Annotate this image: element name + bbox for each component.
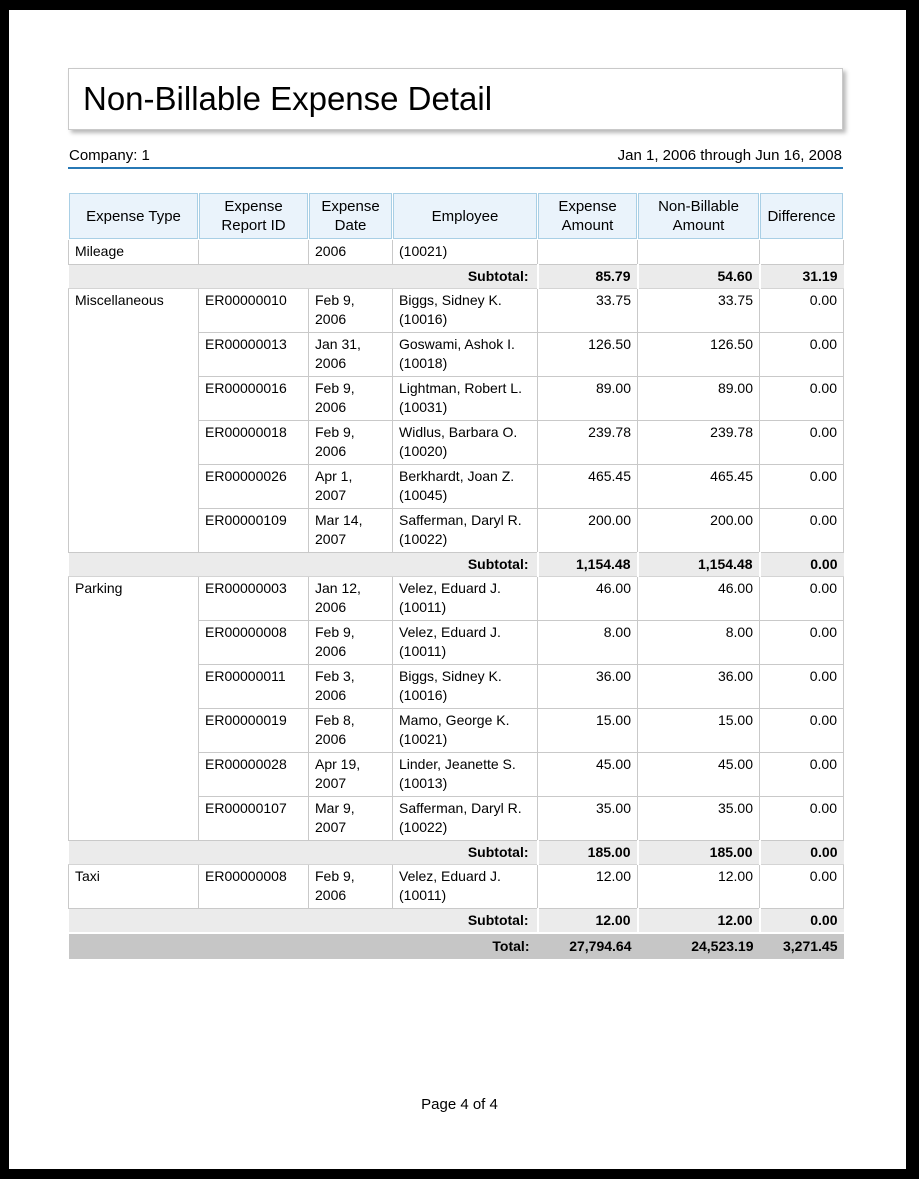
total-non-billable: 24,523.19 [638, 933, 760, 959]
date-line1: Apr 19, [315, 756, 361, 772]
non-billable-cell: 12.00 [638, 865, 760, 909]
expense-amount-cell: 12.00 [538, 865, 638, 909]
blue-divider-rule [68, 167, 843, 169]
col-header-report-id: Expense Report ID [199, 193, 309, 240]
employee-name: Widlus, Barbara O. [399, 424, 518, 440]
expense-amount-cell: 33.75 [538, 289, 638, 333]
table-row [69, 865, 844, 909]
employee-cell [393, 665, 538, 709]
expense-amount-cell: 126.50 [538, 333, 638, 377]
expense-amount-cell: 45.00 [538, 753, 638, 797]
employee-cell [393, 709, 538, 753]
table-row [69, 240, 844, 265]
difference-cell: 0.00 [760, 509, 844, 553]
report-id-cell: ER00000028 [199, 753, 309, 797]
date-cell [309, 797, 393, 841]
page-number: Page 4 of 4 [421, 1096, 498, 1113]
date-line1: Feb 9, [315, 380, 355, 396]
difference-cell: 0.00 [760, 333, 844, 377]
date-line2: 2006 [315, 887, 347, 903]
date-line1: Feb 8, [315, 712, 355, 728]
total-label: Total: [69, 933, 538, 959]
expense-amount-cell [538, 240, 638, 265]
date-line1: Apr 1, [315, 468, 353, 484]
difference-cell: 0.00 [760, 753, 844, 797]
employee-cell [393, 509, 538, 553]
employee-cell [393, 421, 538, 465]
non-billable-cell: 46.00 [638, 577, 760, 621]
total-expense-amount: 27,794.64 [538, 933, 638, 959]
date-line1: Feb 3, [315, 668, 355, 684]
employee-name: Velez, Eduard J. [399, 624, 501, 640]
report-id-cell: ER00000107 [199, 797, 309, 841]
employee-cell [393, 797, 538, 841]
company-label: Company: 1 [69, 147, 150, 164]
date-line1: Feb 9, [315, 624, 355, 640]
report-id-cell: ER00000026 [199, 465, 309, 509]
employee-name: Goswami, Ashok I. [399, 336, 515, 352]
date-line1: Mar 14, [315, 512, 363, 528]
meta-row [68, 147, 843, 167]
employee-cell [393, 865, 538, 909]
date-cell [309, 509, 393, 553]
employee-name: (10021) [399, 243, 448, 259]
subtotal-row [69, 553, 844, 577]
difference-cell: 0.00 [760, 709, 844, 753]
report-id-cell: ER00000008 [199, 621, 309, 665]
expense-amount-cell: 239.78 [538, 421, 638, 465]
col-header-expense-amount: Expense Amount [538, 193, 638, 240]
date-cell [309, 753, 393, 797]
non-billable-cell: 45.00 [638, 753, 760, 797]
difference-cell: 0.00 [760, 865, 844, 909]
expense-amount-cell: 46.00 [538, 577, 638, 621]
date-line1: Feb 9, [315, 868, 355, 884]
subtotal-non-billable: 54.60 [638, 265, 760, 289]
non-billable-cell: 465.45 [638, 465, 760, 509]
report-id-cell: ER00000013 [199, 333, 309, 377]
expense-type-cell: Miscellaneous [69, 289, 199, 553]
employee-id: (10011) [399, 599, 447, 615]
employee-cell [393, 753, 538, 797]
date-line2: 2006 [315, 731, 347, 747]
subtotal-row [69, 265, 844, 289]
employee-name: Velez, Eduard J. [399, 580, 501, 596]
date-line2: 2006 [315, 355, 347, 371]
non-billable-cell: 36.00 [638, 665, 760, 709]
non-billable-cell: 126.50 [638, 333, 760, 377]
date-cell [309, 333, 393, 377]
date-line2: 2007 [315, 487, 347, 503]
employee-cell [393, 377, 538, 421]
non-billable-cell: 15.00 [638, 709, 760, 753]
subtotal-difference: 0.00 [760, 841, 844, 865]
employee-id: (10018) [399, 355, 448, 371]
date-line2: 2007 [315, 775, 347, 791]
employee-name: Linder, Jeanette S. [399, 756, 516, 772]
employee-name: Safferman, Daryl R. [399, 512, 522, 528]
difference-cell: 0.00 [760, 377, 844, 421]
subtotal-label: Subtotal: [69, 841, 538, 865]
date-range-label: Jan 1, 2006 through Jun 16, 2008 [617, 147, 842, 164]
date-cell [309, 465, 393, 509]
date-cell [309, 621, 393, 665]
col-header-employee: Employee [393, 193, 538, 240]
employee-cell [393, 240, 538, 265]
report-id-cell: ER00000018 [199, 421, 309, 465]
col-header-non-billable: Non-Billable Amount [638, 193, 760, 240]
subtotal-label: Subtotal: [69, 265, 538, 289]
expense-amount-cell: 35.00 [538, 797, 638, 841]
employee-id: (10011) [399, 643, 447, 659]
report-id-cell: ER00000003 [199, 577, 309, 621]
difference-cell: 0.00 [760, 577, 844, 621]
difference-cell: 0.00 [760, 289, 844, 333]
report-id-cell [199, 240, 309, 265]
employee-id: (10011) [399, 887, 447, 903]
expense-type-cell: Parking [69, 577, 199, 841]
date-cell [309, 421, 393, 465]
subtotal-difference: 31.19 [760, 265, 844, 289]
expense-table [68, 192, 844, 959]
employee-id: (10013) [399, 775, 448, 791]
difference-cell: 0.00 [760, 621, 844, 665]
report-content [68, 68, 843, 959]
total-difference: 3,271.45 [760, 933, 844, 959]
expense-type-cell: Taxi [69, 865, 199, 909]
date-cell [309, 709, 393, 753]
non-billable-cell: 33.75 [638, 289, 760, 333]
col-header-expense-date: Expense Date [309, 193, 393, 240]
employee-name: Lightman, Robert L. [399, 380, 522, 396]
subtotal-difference: 0.00 [760, 553, 844, 577]
employee-cell [393, 577, 538, 621]
date-line1: Jan 12, [315, 580, 361, 596]
subtotal-non-billable: 185.00 [638, 841, 760, 865]
employee-id: (10016) [399, 311, 448, 327]
non-billable-cell: 89.00 [638, 377, 760, 421]
report-id-cell: ER00000019 [199, 709, 309, 753]
date-cell [309, 377, 393, 421]
expense-amount-cell: 8.00 [538, 621, 638, 665]
subtotal-label: Subtotal: [69, 553, 538, 577]
subtotal-non-billable: 12.00 [638, 909, 760, 934]
date-line1: Mar 9, [315, 800, 355, 816]
expense-type-cell: Mileage [69, 240, 199, 265]
employee-id: (10020) [399, 443, 448, 459]
employee-id: (10022) [399, 819, 448, 835]
date-line2: 2006 [315, 687, 347, 703]
employee-cell [393, 621, 538, 665]
date-line2: 2006 [315, 443, 347, 459]
date-line2: 2006 [315, 643, 347, 659]
employee-id: (10045) [399, 487, 448, 503]
report-id-cell: ER00000010 [199, 289, 309, 333]
date-line2: 2006 [315, 599, 347, 615]
title-box [68, 68, 843, 130]
subtotal-expense-amount: 12.00 [538, 909, 638, 934]
date-cell [309, 577, 393, 621]
employee-id: (10021) [399, 731, 448, 747]
expense-amount-cell: 15.00 [538, 709, 638, 753]
subtotal-non-billable: 1,154.48 [638, 553, 760, 577]
difference-cell: 0.00 [760, 665, 844, 709]
non-billable-cell: 8.00 [638, 621, 760, 665]
employee-cell [393, 465, 538, 509]
difference-cell: 0.00 [760, 421, 844, 465]
date-line2: 2006 [315, 311, 347, 327]
col-header-difference: Difference [760, 193, 844, 240]
total-row [69, 933, 844, 959]
employee-cell [393, 333, 538, 377]
page-title: Non-Billable Expense Detail [83, 80, 493, 117]
employee-id: (10022) [399, 531, 448, 547]
employee-id: (10016) [399, 687, 448, 703]
date-line2: 2007 [315, 531, 347, 547]
subtotal-row [69, 909, 844, 934]
expense-amount-cell: 89.00 [538, 377, 638, 421]
subtotal-row [69, 841, 844, 865]
subtotal-expense-amount: 85.79 [538, 265, 638, 289]
report-sheet [9, 10, 906, 1169]
expense-amount-cell: 465.45 [538, 465, 638, 509]
employee-name: Safferman, Daryl R. [399, 800, 522, 816]
employee-name: Biggs, Sidney K. [399, 668, 502, 684]
non-billable-cell: 200.00 [638, 509, 760, 553]
report-id-cell: ER00000109 [199, 509, 309, 553]
non-billable-cell: 35.00 [638, 797, 760, 841]
col-header-expense-type: Expense Type [69, 193, 199, 240]
difference-cell: 0.00 [760, 465, 844, 509]
date-cell [309, 665, 393, 709]
date-line2: 2007 [315, 819, 347, 835]
date-cell [309, 865, 393, 909]
subtotal-label: Subtotal: [69, 909, 538, 934]
subtotal-expense-amount: 185.00 [538, 841, 638, 865]
employee-id: (10031) [399, 399, 448, 415]
date-line1: Feb 9, [315, 424, 355, 440]
employee-name: Berkhardt, Joan Z. [399, 468, 515, 484]
non-billable-cell: 239.78 [638, 421, 760, 465]
date-line1: Feb 9, [315, 292, 355, 308]
expense-amount-cell: 36.00 [538, 665, 638, 709]
report-id-cell: ER00000008 [199, 865, 309, 909]
employee-cell [393, 289, 538, 333]
date-line1: Jan 31, [315, 336, 361, 352]
expense-amount-cell: 200.00 [538, 509, 638, 553]
date-line2: 2006 [315, 399, 347, 415]
report-id-cell: ER00000016 [199, 377, 309, 421]
difference-cell [760, 240, 844, 265]
difference-cell: 0.00 [760, 797, 844, 841]
subtotal-difference: 0.00 [760, 909, 844, 934]
employee-name: Biggs, Sidney K. [399, 292, 502, 308]
header-row [69, 193, 844, 240]
subtotal-expense-amount: 1,154.48 [538, 553, 638, 577]
date-cell [309, 240, 393, 265]
table-row [69, 577, 844, 621]
date-cell [309, 289, 393, 333]
employee-name: Velez, Eduard J. [399, 868, 501, 884]
employee-name: Mamo, George K. [399, 712, 510, 728]
table-row [69, 289, 844, 333]
date-line1: 2006 [315, 243, 347, 259]
non-billable-cell [638, 240, 760, 265]
report-id-cell: ER00000011 [199, 665, 309, 709]
